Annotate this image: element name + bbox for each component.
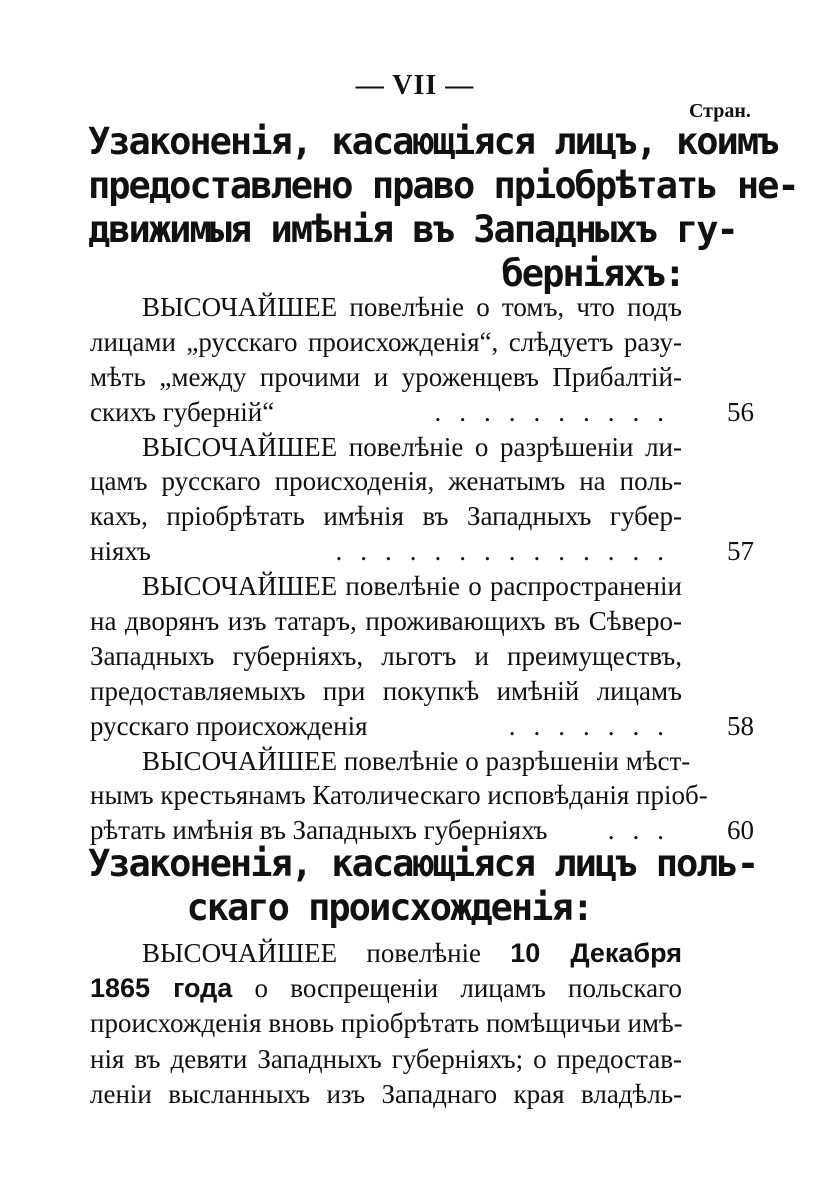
- heading-line: Узаконенія, касающіяся лицъ поль-: [88, 842, 758, 885]
- entry-line: мѣть „между прочими и уроженцевъ Прибалтій-: [90, 361, 682, 392]
- heading-line: берніяхъ:: [501, 252, 684, 295]
- contents-entry: [90, 569, 754, 743]
- heading-line: предоставлено право пріобрѣтать не-: [88, 164, 798, 207]
- body-text: ВЫСОЧАЙШЕЕ повелѣніе: [142, 938, 482, 968]
- heading-line: скаго происхожденія:: [186, 886, 592, 929]
- entry-page-number: 56: [727, 396, 754, 427]
- dot-leader: ...: [602, 813, 682, 848]
- entry-line-leader: [90, 709, 682, 744]
- entry-line: на дворянъ изъ татаръ, проживающихъ въ Сѣверо-: [90, 606, 682, 637]
- entry-line: скихъ губерній“: [90, 396, 275, 427]
- entry-page-number: 57: [727, 536, 754, 567]
- page-number: — VII —: [355, 70, 475, 101]
- entry-line: лицами „русскаго происхожденія“, слѣдуетъ разу-: [90, 326, 682, 357]
- dot-leader: ..............: [330, 534, 683, 569]
- decree-date: 10 Декабря: [510, 938, 683, 968]
- entry-line: рѣтать имѣнія въ Западныхъ губерніяхъ: [90, 815, 548, 846]
- entry-line: русскаго происхожденія: [90, 710, 368, 741]
- section-heading-polish-origin: [88, 842, 758, 930]
- body-text: о воспрещеніи лицамъ польскаго: [254, 973, 682, 1004]
- entry-line-leader: [90, 534, 682, 569]
- entry-line-leader: [90, 395, 682, 430]
- entry-line: ВЫСОЧАЙШЕЕ повелѣніе о разрѣшеніи ли-: [142, 431, 682, 462]
- decree-year: 1865 года: [90, 973, 233, 1004]
- contents-entry: [90, 290, 754, 430]
- entry-page-number: 58: [727, 710, 754, 741]
- heading-line: Узаконенія, касающіяся лицъ, коимъ: [88, 120, 778, 163]
- section-heading-landowning-rights: [88, 120, 798, 296]
- dot-leader: .......: [503, 709, 682, 744]
- entry-line: Западныхъ губерніяхъ, льготъ и преимуществъ,: [90, 640, 682, 671]
- entry-page-number: 60: [727, 815, 754, 846]
- body-line: [90, 971, 682, 1006]
- entry-line: предоставляемыхъ при покупкѣ имѣній лицамъ: [90, 675, 682, 706]
- entry-line: ВЫСОЧАЙШЕЕ повелѣніе о разрѣшеніи мѣст-: [142, 745, 691, 776]
- page-column-label: Стран.: [689, 100, 751, 122]
- section-body-polish-origin: [90, 936, 682, 1112]
- contents-entry: [90, 430, 754, 570]
- contents-entries: [90, 290, 754, 848]
- heading-line: движимыя имѣнія въ Западныхъ гу-: [88, 208, 737, 251]
- body-line: [90, 936, 682, 971]
- body-line: леніи высланныхъ изъ Западнаго края владѣль-: [90, 1078, 682, 1109]
- body-line: происхожденія вновь пріобрѣтать помѣщичьи имѣ-: [90, 1008, 683, 1039]
- entry-line: ніяхъ: [90, 536, 151, 567]
- body-line: нія въ девяти Западныхъ губерніяхъ; о предостав-: [90, 1043, 682, 1074]
- contents-entry: [90, 744, 754, 849]
- entry-line: кахъ, пріобрѣтать имѣнія въ Западныхъ губер-: [90, 501, 682, 532]
- entry-line: цамъ русскаго происходенія, женатымъ на поль-: [90, 466, 682, 497]
- entry-line: нымъ крестьянамъ Католическаго исповѣданія пріоб-: [90, 780, 708, 811]
- dot-leader: ..........: [429, 395, 683, 430]
- entry-line: ВЫСОЧАЙШЕЕ повелѣніе о распространеніи: [142, 571, 682, 602]
- entry-line: ВЫСОЧАЙШЕЕ повелѣніе о томъ, что подъ: [142, 292, 682, 322]
